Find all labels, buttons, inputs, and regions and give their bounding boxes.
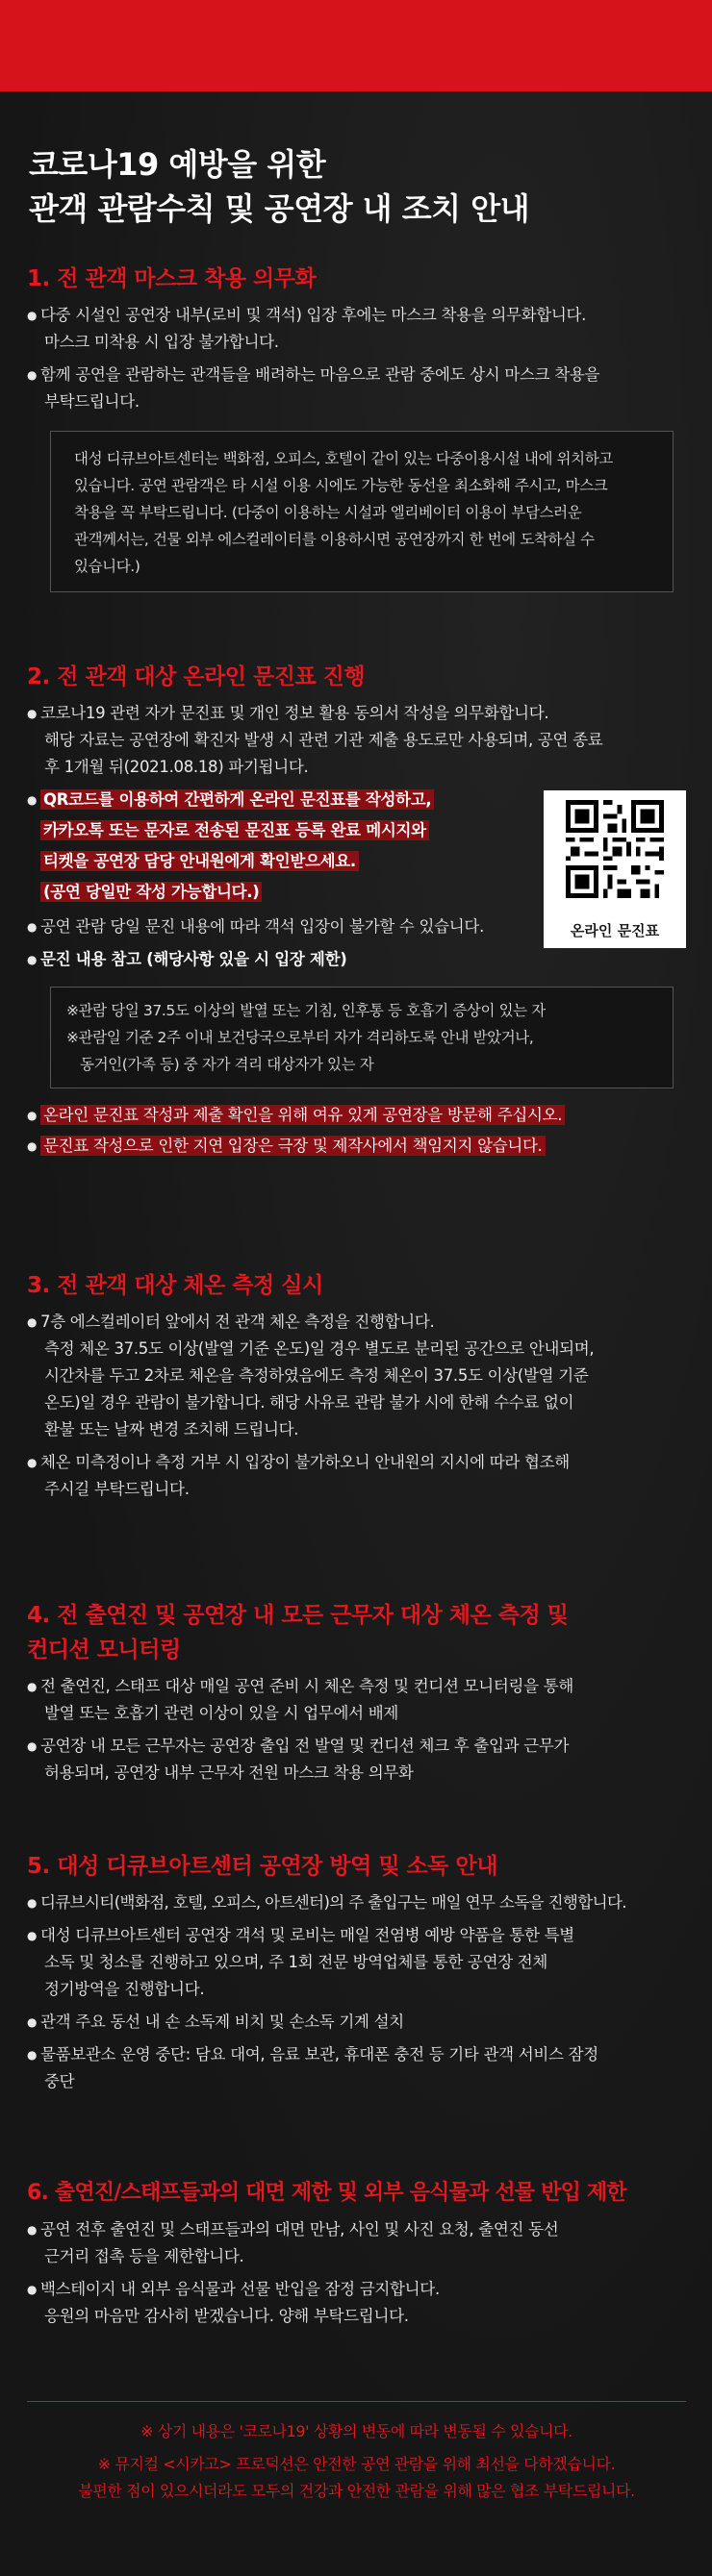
box-line: 관객께서는, 건물 외부 에스컬레이터를 이용하시면 공연장까지 한 번에 도착하실 수 [74, 531, 595, 548]
bullet-line: 해당 자료는 공연장에 확진자 발생 시 관련 기관 제출 용도로만 사용되며, 공연 종료 [44, 731, 603, 749]
bullet-line: 정기방역을 진행합니다. [44, 1980, 205, 1998]
section-staff-monitoring [27, 1598, 691, 1787]
footer-line: ※ 상기 내용은 '코로나19' 상황의 변동에 따라 변동될 수 있습니다. [140, 2422, 572, 2440]
bullet-line: ● 대성 디큐브아트센터 공연장 객석 및 로비는 매일 전염병 예방 약품을 통한 특별 [40, 1926, 574, 1944]
footer-line: ※ 뮤지컬 <시카고> 프로덕션은 안전한 공연 관람을 위해 최선을 다하겠습니다. [97, 2455, 616, 2473]
bullet-item [27, 1922, 691, 2003]
bullet-line: 시간차를 두고 2차로 체온을 측정하였음에도 측정 체온이 37.5도 이상(발열 기준 [44, 1366, 589, 1385]
bullet-line: 환불 또는 날짜 변경 조치해 드립니다. [44, 1420, 299, 1438]
bullet-line: ● 물품보관소 운영 중단: 담요 대여, 음료 보관, 휴대폰 충전 등 기타 관객 서비스 잠정 [40, 2045, 598, 2063]
top-banner-bar [0, 0, 712, 91]
qr-code-card[interactable] [544, 790, 686, 948]
footer-notes [27, 2418, 686, 2505]
section-contact-restriction [27, 2176, 691, 2330]
section-heading: 3. 전 관객 대상 체온 측정 실시 [27, 1273, 323, 1298]
bullet-line: ● 공연 전후 출연진 및 스태프들과의 대면 만남, 사인 및 사진 요청, 출연진 동선 [40, 2220, 559, 2238]
highlight-line: (공연 당일만 작성 가능합니다.) [40, 882, 262, 902]
bullet-line: 측정 체온 37.5도 이상(발열 기준 온도)일 경우 별도로 분리된 공간으로 안내되며, [44, 1339, 595, 1358]
bullet-item [27, 362, 691, 415]
bullet-item [27, 2009, 691, 2036]
highlight-line: 티켓을 공연장 담당 안내원에게 확인받으세요. [40, 851, 359, 871]
bullet-item [27, 1102, 691, 1129]
heading-line: 컨디션 모니터링 [27, 1638, 181, 1663]
box-line: 착용을 꼭 부탁드립니다. (다중이 이용하는 시설과 엘리베이터 이용이 부담스러운 [74, 504, 582, 521]
highlight-line: 문진표 작성으로 인한 지연 입장은 극장 및 제작사에서 책임지지 않습니다. [40, 1136, 546, 1156]
section-heading: 5. 대성 디큐브아트센터 공연장 방역 및 소독 안내 [27, 1854, 497, 1879]
bullet-line: ● 공연장 내 모든 근무자는 공연장 출입 전 발열 및 컨디션 체크 후 출입과 근무가 [40, 1737, 570, 1755]
qr-code-icon [566, 800, 664, 898]
bullet-line: 온도)일 경우 관람이 불가합니다. 해당 사유로 관람 불가 시에 한해 수수료 없이 [44, 1393, 574, 1412]
highlight-line: 카카오톡 또는 문자로 전송된 문진표 등록 완료 메시지와 [40, 820, 429, 840]
highlight-line: QR코드를 이용하여 간편하게 온라인 문진표를 작성하고, [40, 789, 434, 810]
notice-box [50, 431, 674, 592]
bullet-item [27, 1733, 691, 1787]
bullet-line: ● 전 출연진, 스태프 대상 매일 공연 준비 시 체온 측정 및 컨디션 모니터링을 통해 [40, 1677, 574, 1695]
bullet-item [27, 1673, 691, 1727]
bullet-line: 부탁드립니다. [44, 392, 140, 411]
qr-code-label: 온라인 문진표 [570, 922, 660, 939]
highlight-line: 온라인 문진표 작성과 제출 확인을 위해 여유 있게 공연장을 방문해 주십시오. [40, 1105, 565, 1125]
box-line: 대성 디큐브아트센터는 백화점, 오피스, 호텔이 같이 있는 다중이용시설 내에 위치하고 [74, 450, 613, 467]
notice-box [50, 987, 674, 1088]
box-line: 있습니다.) [74, 558, 140, 575]
box-line: ※관람 당일 37.5도 이상의 발열 또는 기침, 인후통 등 호흡기 증상이 있는 자 [66, 1002, 546, 1019]
section-heading: 1. 전 관객 마스크 착용 의무화 [27, 266, 317, 291]
box-line: ※관람일 기준 2주 이내 보건당국으로부터 자가 격리하도록 안내 받았거나, [66, 1029, 534, 1046]
bullet-line: ● 7층 에스컬레이터 앞에서 전 관객 체온 측정을 진행합니다. [40, 1313, 435, 1331]
footer-line: 불편한 점이 있으시더라도 모두의 건강과 안전한 관람을 위해 많은 협조 부탁드립니다. [78, 2482, 635, 2500]
bullet-line: 근거리 접촉 등을 제한합니다. [44, 2247, 244, 2265]
section-heading: 6. 출연진/스태프들과의 대면 제한 및 외부 음식물과 선물 반입 제한 [27, 2181, 626, 2205]
bullet-item [27, 1309, 691, 1443]
bullet-line: 발열 또는 호흡기 관련 이상이 있을 시 업무에서 배제 [44, 1704, 398, 1722]
box-line: 있습니다. 공연 관람객은 타 시설 이용 시에도 가능한 동선을 최소화해 주시고, 마스크 [74, 477, 608, 494]
heading-line: 4. 전 출연진 및 공연장 내 모든 근무자 대상 체온 측정 및 [27, 1603, 569, 1628]
bullet-item [27, 1133, 691, 1160]
bullet-item [27, 1889, 691, 1916]
bullet-line: 응원의 마음만 감사히 받겠습니다. 양해 부탁드립니다. [44, 2307, 409, 2325]
bullet-line: ● 문진 내용 참고 (해당사항 있을 시 입장 제한) [40, 950, 347, 968]
section-temperature [27, 1268, 691, 1503]
section-heading: 2. 전 관객 대상 온라인 문진표 진행 [27, 664, 366, 689]
bullet-line: ● 관객 주요 동선 내 손 소독제 비치 및 손소독 기계 설치 [40, 2013, 404, 2031]
bullet-line: ● 백스테이지 내 외부 음식물과 선물 반입을 잠정 금지합니다. [40, 2280, 440, 2298]
bullet-item [27, 2216, 691, 2270]
bullet-item [27, 302, 691, 356]
bullet-item [27, 700, 691, 781]
bullet-line: ● 다중 시설인 공연장 내부(로비 및 객석) 입장 후에는 마스크 착용을 의무화합니다. [40, 306, 587, 324]
bullet-line: ● 디큐브시티(백화점, 호텔, 오피스, 아트센터)의 주 출입구는 매일 연무 소독을 진행합니다. [40, 1893, 626, 1912]
title-line-1: 코로나19 예방을 위한 [29, 146, 326, 183]
bullet-line: 후 1개월 뒤(2021.08.18) 파기됩니다. [44, 758, 309, 776]
bullet-line: 주시길 부탁드립니다. [44, 1480, 190, 1498]
bullet-line: 소독 및 청소를 진행하고 있으며, 주 1회 전문 방역업체를 통한 공연장 전체 [44, 1953, 548, 1971]
bullet-line: ● 코로나19 관련 자가 문진표 및 개인 정보 활용 동의서 작성을 의무화합니다. [40, 704, 549, 722]
bullet-line: ● 체온 미측정이나 측정 거부 시 입장이 불가하오니 안내원의 지시에 따라 협조해 [40, 1453, 570, 1471]
bullet-line: 마스크 미착용 시 입장 불가합니다. [44, 333, 279, 351]
section-heading [27, 1598, 691, 1667]
bullet-line: 허용되며, 공연장 내부 근무자 전원 마스크 착용 의무화 [44, 1763, 414, 1782]
title-line-2: 관객 관람수칙 및 공연장 내 조치 안내 [29, 190, 530, 227]
bullet-item [27, 1449, 691, 1503]
section-disinfection [27, 1849, 691, 2095]
footer-divider [27, 2401, 686, 2402]
box-line: 동거인(가족 등) 중 자가 격리 대상자가 있는 자 [80, 1056, 374, 1073]
section-mask [27, 262, 691, 592]
bullet-item [27, 946, 691, 973]
bullet-item [27, 2041, 691, 2095]
bullet-line: ● 함께 공연을 관람하는 관객들을 배려하는 마음으로 관람 중에도 상시 마스크 착용을 [40, 365, 600, 384]
bullet-item [27, 2276, 691, 2330]
bullet-line: 중단 [44, 2072, 75, 2090]
page-title [29, 142, 693, 231]
bullet-line: ● 공연 관람 당일 문진 내용에 따라 객석 입장이 불가할 수 있습니다. [40, 917, 485, 936]
